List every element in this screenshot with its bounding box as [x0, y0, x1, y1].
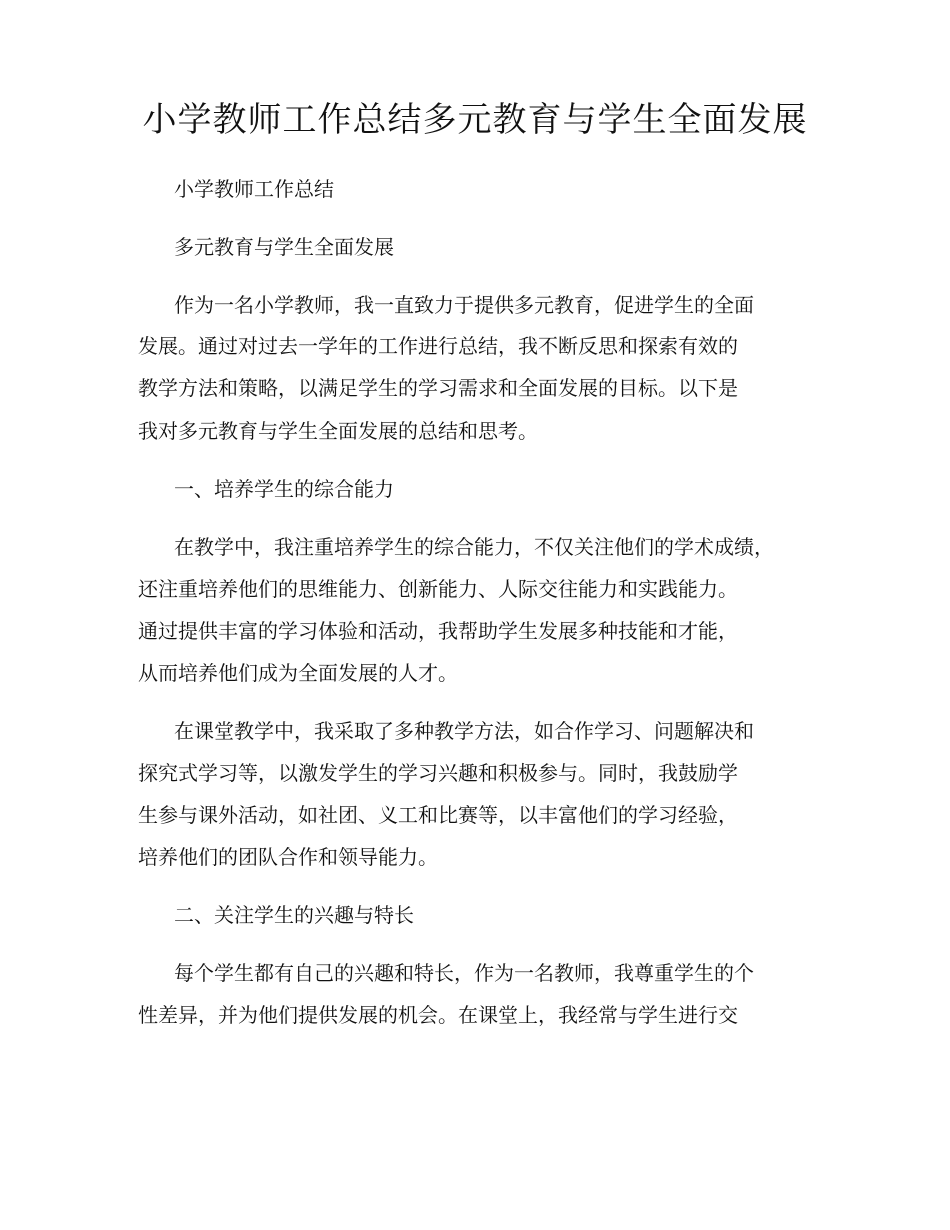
paragraph-line: 探究式学习等，以激发学生的学习兴趣和积极参与。同时，我鼓励学 — [138, 761, 738, 785]
paragraph-line: 作为一名小学教师，我一直致力于提供多元教育，促进学生的全面 — [174, 293, 754, 317]
paragraph-line: 发展。通过对过去一学年的工作进行总结，我不断反思和探索有效的 — [138, 334, 738, 358]
section-heading: 二、关注学生的兴趣与特长 — [174, 903, 414, 927]
paragraph-line: 每个学生都有自己的兴趣和特长，作为一名教师，我尊重学生的个 — [174, 961, 754, 985]
paragraph-line: 教学方法和策略，以满足学生的学习需求和全面发展的目标。以下是 — [138, 376, 738, 400]
paragraph-line: 我对多元教育与学生全面发展的总结和思考。 — [138, 419, 538, 443]
section-heading: 一、培养学生的综合能力 — [174, 477, 394, 501]
subtitle-line: 小学教师工作总结 — [174, 177, 334, 201]
paragraph-line: 在课堂教学中，我采取了多种教学方法，如合作学习、问题解决和 — [174, 719, 754, 743]
document-title: 小学教师工作总结多元教育与学生全面发展 — [142, 100, 808, 140]
paragraph-line: 在教学中，我注重培养学生的综合能力，不仅关注他们的学术成绩， — [174, 535, 774, 559]
paragraph-line: 生参与课外活动，如社团、义工和比赛等，以丰富他们的学习经验， — [138, 803, 738, 827]
subtitle-line: 多元教育与学生全面发展 — [174, 235, 394, 259]
paragraph-line: 从而培养他们成为全面发展的人才。 — [138, 661, 458, 685]
paragraph-line: 培养他们的团队合作和领导能力。 — [138, 845, 438, 869]
paragraph-line: 还注重培养他们的思维能力、创新能力、人际交往能力和实践能力。 — [138, 577, 738, 601]
paragraph-line: 通过提供丰富的学习体验和活动，我帮助学生发展多种技能和才能， — [138, 619, 738, 643]
paragraph-line: 性差异，并为他们提供发展的机会。在课堂上，我经常与学生进行交 — [138, 1003, 738, 1027]
